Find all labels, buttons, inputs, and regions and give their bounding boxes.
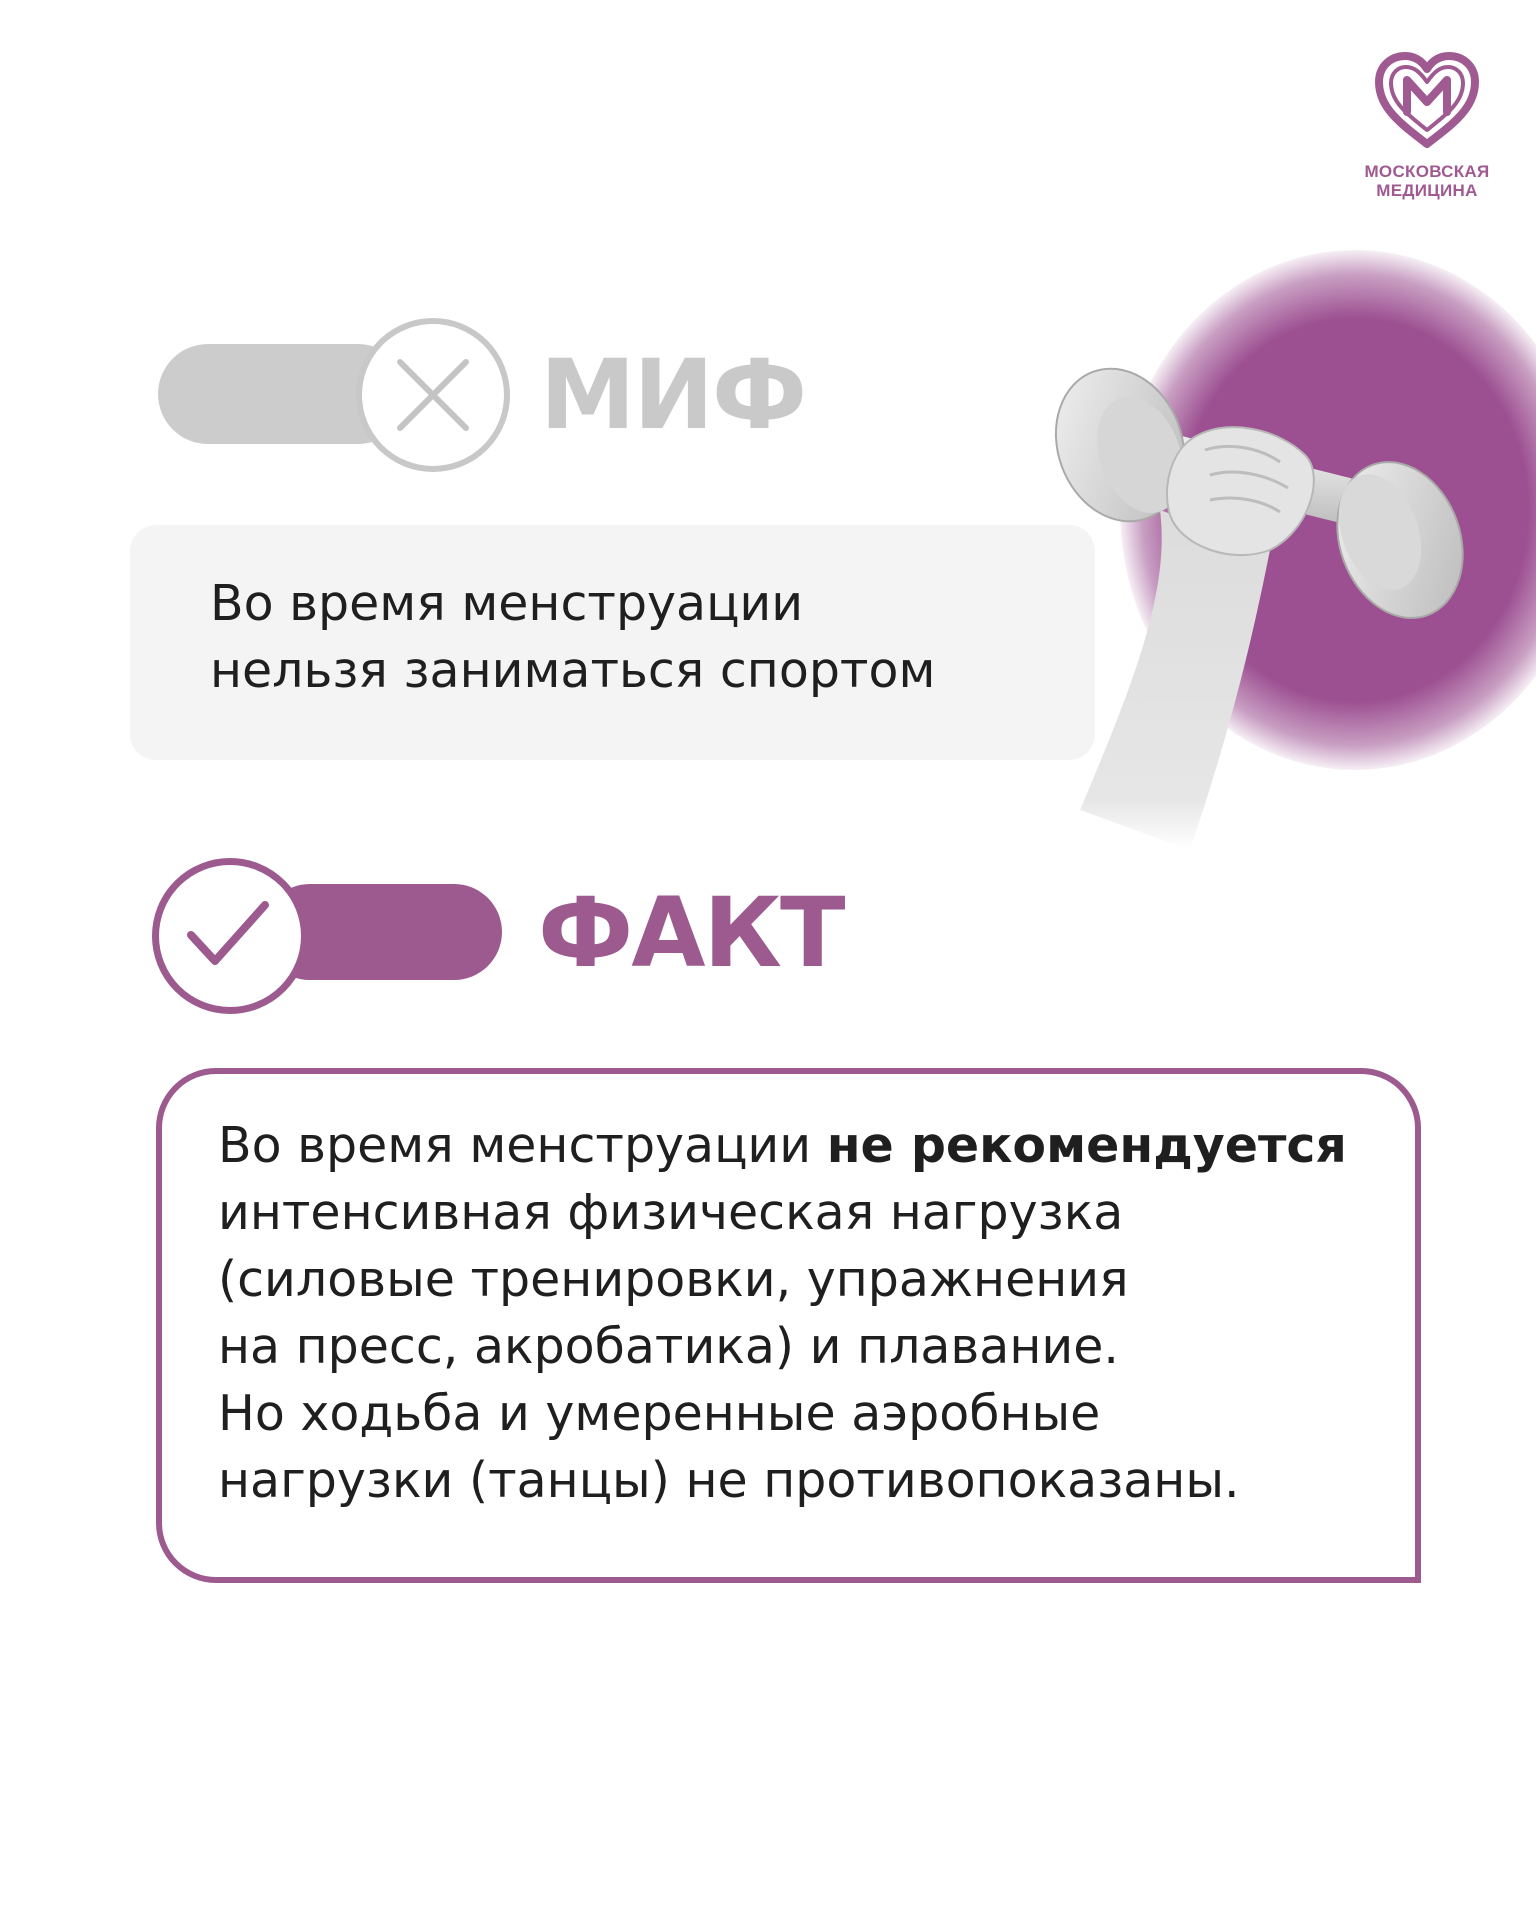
fact-heading: ФАКТ [538,877,844,989]
myth-heading: МИФ [540,339,806,451]
fact-statement-line: на пресс, акробатика) и плавание. [218,1318,1119,1375]
logo-text-line2: МЕДИЦИНА [1376,181,1478,200]
fact-statement-line: нагрузки (танцы) не противопоказаны. [218,1452,1240,1509]
fact-statement-line [218,1112,1398,1179]
myth-statement-line: нельзя заниматься спортом [210,642,936,699]
fact-emphasis: не рекомендуется [826,1117,1347,1174]
logo-text-line1: МОСКОВСКАЯ [1364,162,1490,181]
hand-with-dumbbell-icon [1040,350,1500,870]
heart-m-logo-icon [1371,50,1483,150]
fact-statement-line: (силовые тренировки, упражнения [218,1251,1129,1308]
fact-toggle-knob [152,858,308,1014]
close-icon [394,356,472,434]
fact-statement [218,1112,1398,1514]
fact-statement-line: Но ходьба и умеренные аэробные [218,1385,1101,1442]
brand-logo [1362,50,1492,200]
fact-toggle [152,858,502,1012]
fact-line1-prefix: Во время менструации [218,1117,827,1174]
myth-toggle [158,318,498,472]
myth-statement-line: Во время менструации [210,575,804,632]
myth-statement [210,570,1040,704]
fact-statement-line: интенсивная физическая нагрузка [218,1184,1124,1241]
check-icon [183,895,273,975]
myth-toggle-knob [356,318,510,472]
